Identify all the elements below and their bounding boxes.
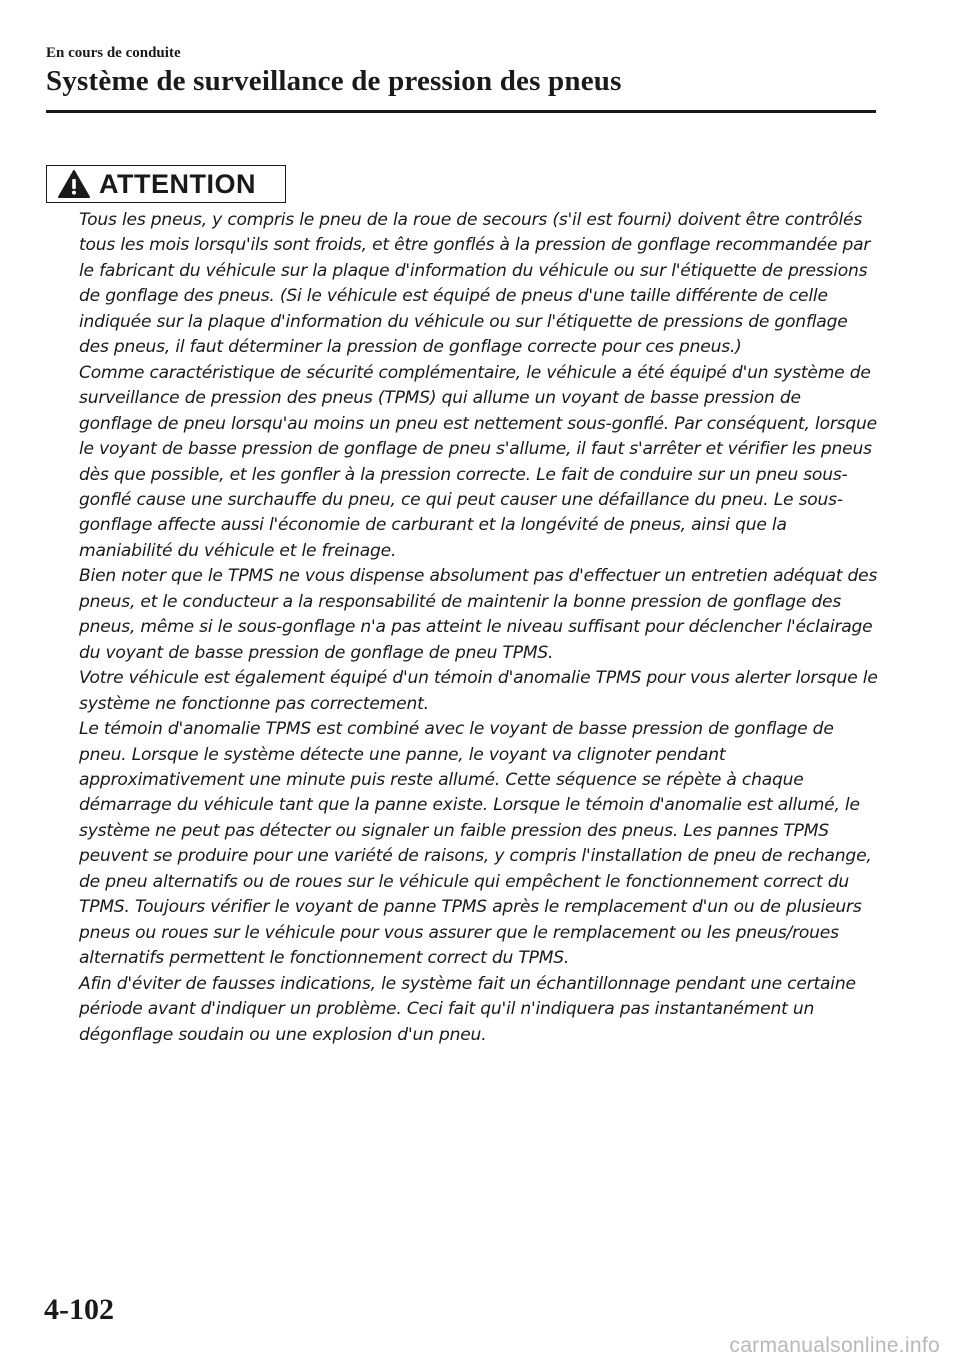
page-title: Système de surveillance de pression des pneus xyxy=(46,65,622,97)
paragraph: Bien noter que le TPMS ne vous dispense absolument pas d'effectuer un entretien adéquat des pneus, et le conducteur a la responsabilité de maintenir la bonne pression de gonflage des pneus, même si le sous-gonflage n'a pas atteint le niveau suffisant pour déclencher l'éclairage du voyant de basse pression de gonflage de pneu TPMS. xyxy=(79,566,878,663)
title-divider xyxy=(46,110,876,113)
page-number: 4-102 xyxy=(44,1293,114,1326)
paragraph: Le témoin d'anomalie TPMS est combiné avec le voyant de basse pression de gonflage de pneu. Lorsque le système détecte une panne, le voyant va clignoter pendant approximativement une minute puis reste allumé. Cette séquence se répète à chaque démarrage du véhicule tant que la panne existe. Lorsque le témoin d'anomalie est allumé, le système ne peut pas détecter ou signaler un faible pression des pneus. Les pannes TPMS peuvent se produire pour une variété de raisons, y compris l'installation de pneu de rechange, de pneu alternatifs ou de roues sur le véhicule qui empêchent le fonctionnement correct du TPMS. Toujours vérifier le voyant de panne TPMS après le remplacement d'un ou de plusieurs pneus ou roues sur le véhicule pour vous assurer que le remplacement ou les pneus/roues alternatifs permettent le fonctionnement correct du TPMS. xyxy=(79,719,872,969)
section-label: En cours de conduite xyxy=(46,45,181,61)
paragraph: Votre véhicule est également équipé d'un témoin d'anomalie TPMS pour vous alerter lorsque le système ne fonctionne pas correctement. xyxy=(79,668,878,714)
attention-heading xyxy=(46,165,286,203)
paragraph: Afin d'éviter de fausses indications, le système fait un échantillonnage pendant une certaine période avant d'indiquer un problème. Ceci fait qu'il n'indiquera pas instantanément un dégonflage soudain ou une explosion d'un pneu. xyxy=(79,973,856,1045)
paragraph: Comme caractéristique de sécurité complémentaire, le véhicule a été équipé d'un système de surveillance de pression des pneus (TPMS) qui allume un voyant de basse pression de gonflage de pneu lorsqu'au moins un pneu est nettement sous-gonflé. Par conséquent, lorsque le voyant de basse pression de gonflage de pneu s'allume, il faut s'arrêter et vérifier les pneus dès que possible, et les gonfler à la pression correcte. Le fait de conduire sur un pneu sous-gonflé cause une surchauffe du pneu, ce qui peut causer une défaillance du pneu. Le sous-gonflage affecte aussi l'économie de carburant et la longévité de pneus, ainsi que la maniabilité du véhicule et le freinage. xyxy=(79,362,877,561)
warning-triangle-icon xyxy=(57,169,91,199)
paragraph: Tous les pneus, y compris le pneu de la roue de secours (s'il est fourni) doivent être contrôlés tous les mois lorsqu'ils sont froids, et être gonflés à la pression de gonflage recommandée par le fabricant du véhicule sur la plaque d'information du véhicule ou sur l'étiquette de pressions de gonflage des pneus. (Si le véhicule est équipé de pneus d'une taille différente de celle indiquée sur la plaque d'information du véhicule ou sur l'étiquette de pressions de gonflage des pneus, il faut déterminer la pression de gonflage correcte pour ces pneus.) xyxy=(79,210,871,358)
attention-label: ATTENTION xyxy=(99,169,256,199)
attention-body xyxy=(79,208,879,1048)
watermark: carmanualsonline.info xyxy=(729,1334,940,1357)
